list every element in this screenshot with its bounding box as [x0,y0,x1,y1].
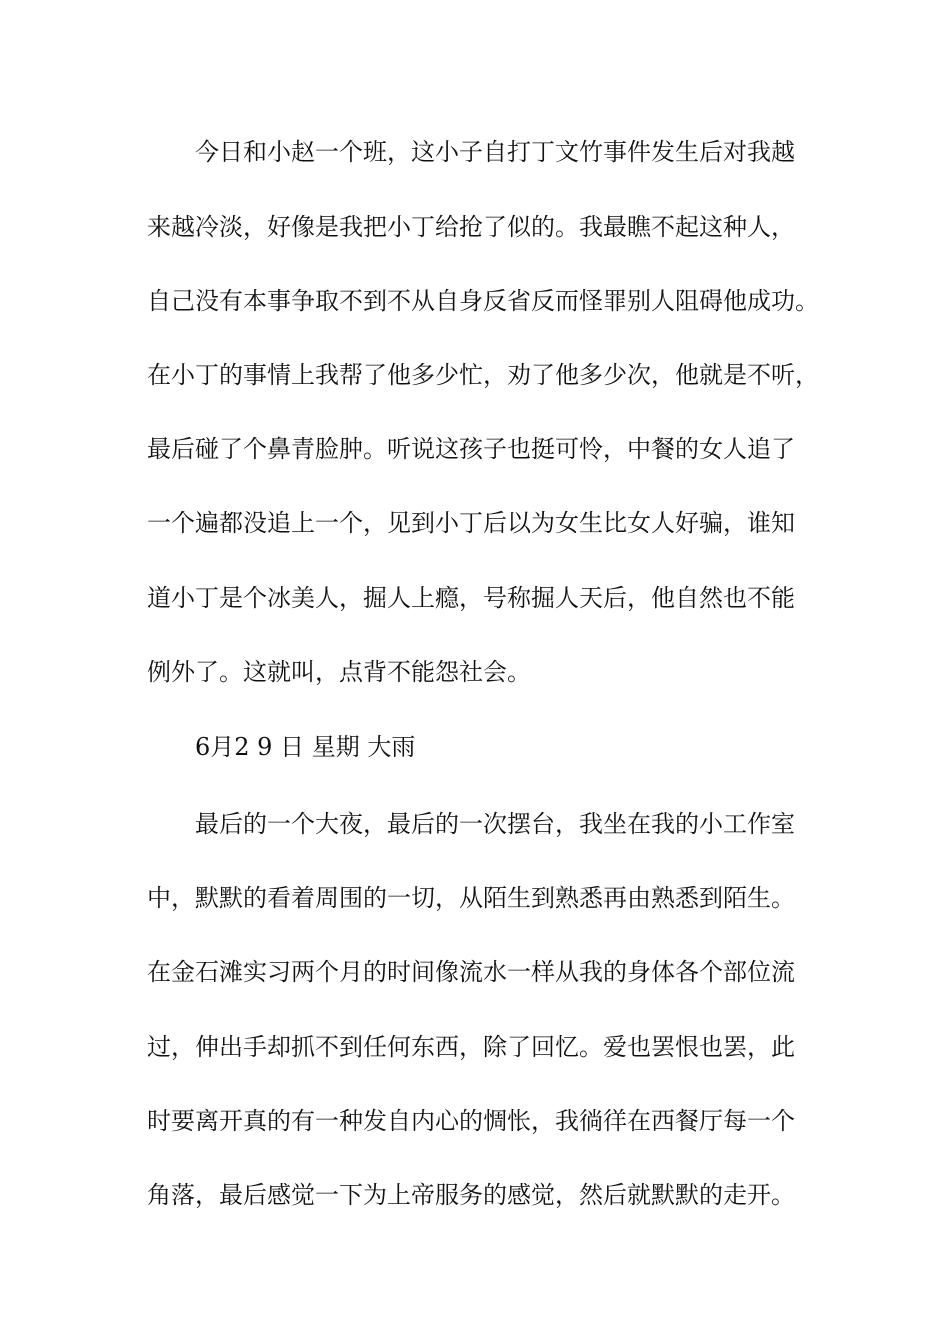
paragraph-line: 来越冷淡，好像是我把小丁给抢了似的。我最瞧不起这种人， [147,213,795,241]
paragraph-line: 在金石滩实习两个月的时间像流水一样从我的身体各个部位流 [147,958,795,986]
paragraph-line: 今日和小赵一个班，这小子自打丁文竹事件发生后对我越 [195,138,795,166]
paragraph-line: 一个遍都没追上一个，见到小丁后以为女生比女人好骗，谁知 [147,509,795,537]
diary-date-heading: 6月2 9 日 星期 大雨 [195,733,416,761]
paragraph-line: 最后的一个大夜，最后的一次摆台，我坐在我的小工作室 [195,810,795,838]
paragraph-line: 自己没有本事争取不到不从自身反省反而怪罪别人阻碍他成功。 [147,287,819,315]
paragraph-line: 最后碰了个鼻青脸肿。听说这孩子也挺可怜，中餐的女人追了 [147,435,795,463]
paragraph-line: 例外了。这就叫，点背不能怨社会。 [147,658,531,686]
paragraph-line: 中，默默的看着周围的一切，从陌生到熟悉再由熟悉到陌生。 [147,884,795,912]
paragraph-line: 道小丁是个冰美人，掘人上瘾，号称掘人天后，他自然也不能 [147,584,795,612]
paragraph-line: 在小丁的事情上我帮了他多少忙，劝了他多少次，他就是不听， [147,361,819,389]
paragraph-line: 时要离开真的有一种发自内心的惆怅，我徜徉在西餐厅每一个 [147,1107,795,1135]
paragraph-line: 过，伸出手却抓不到任何东西，除了回忆。爱也罢恨也罢，此 [147,1033,795,1061]
paragraph-line: 角落，最后感觉一下为上帝服务的感觉，然后就默默的走开。 [147,1181,795,1209]
